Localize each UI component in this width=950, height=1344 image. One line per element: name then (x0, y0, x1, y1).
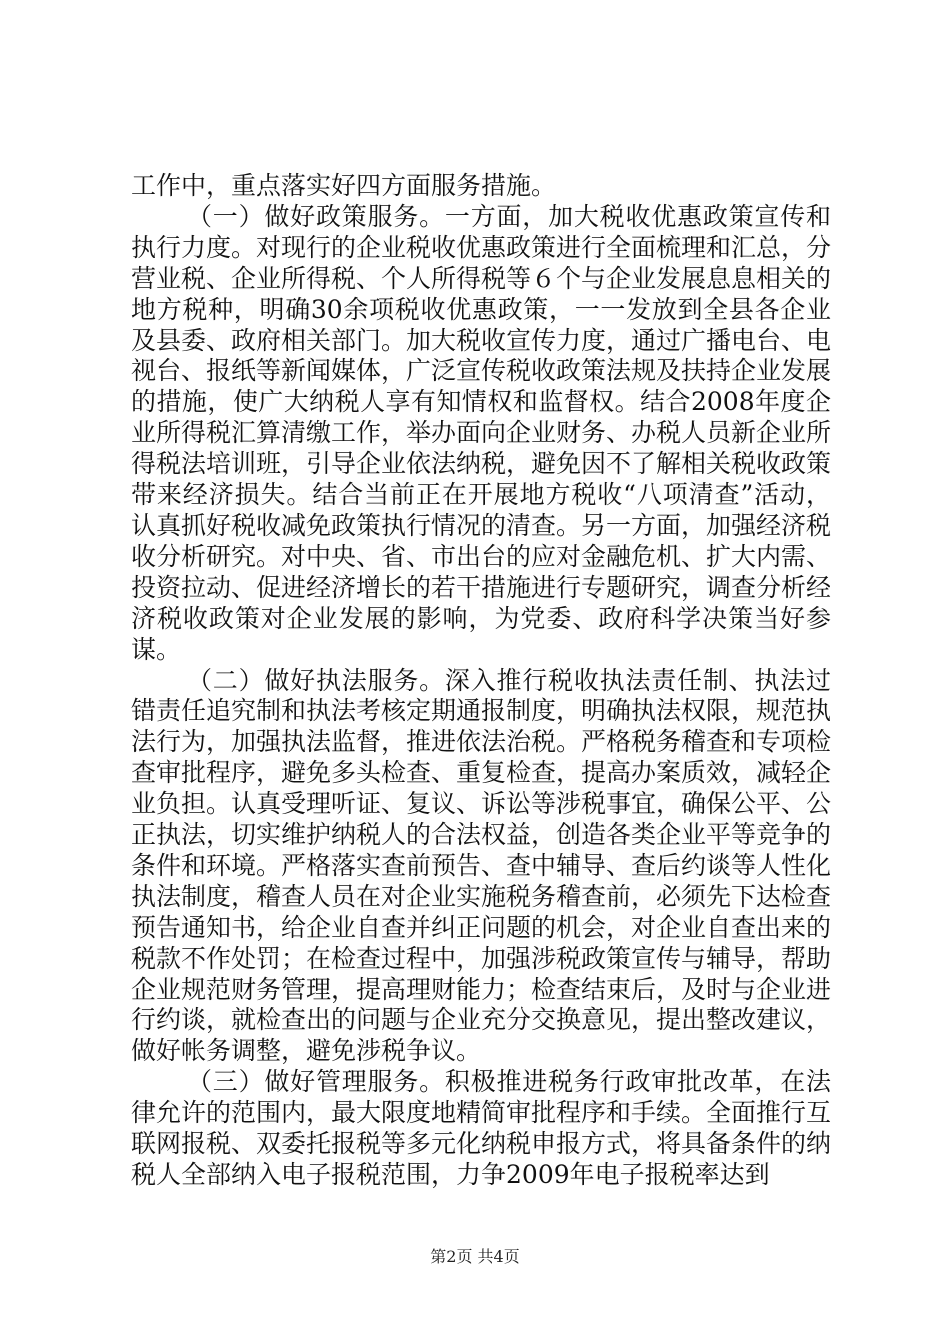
paragraph-continuation: 工作中，重点落实好四方面服务措施。 (131, 171, 557, 200)
page-footer: 第2页 共4页 (430, 1247, 520, 1266)
paragraph-policy-service: （一）做好政策服务。一方面，加大税收优惠政策宣传和执行力度。对现行的企业税收优惠政策进行全面梳理和汇总，分营业税、企业所得税、个人所得税等６个与企业发展息息相关的地方税种，明确30余项税收优惠政策，一一发放到全县各企业及县委、政府相关部门。加大税收宣传力度，通过广播电台、电视台、报纸等新闻媒体，广泛宣传税收政策法规及扶持企业发展的措施，使广大纳税人享有知情权和监督权。结合2008年度企业所得税汇算清缴工作，举办面向企业财务、办税人员新企业所得税法培训班，引导企业依法纳税，避免因不了解相关税收政策带来经济损失。结合当前正在开展地方税收“八项清查”活动，认真抓好税收减免政策执行情况的清查。另一方面，加强经济税收分析研究。对中央、省、市出台的应对金融危机、扩大内需、投资拉动、促进经济增长的若干措施进行专题研究，调查分析经济税收政策对企业发展的影响，为党委、政府科学决策当好参谋。 (131, 201, 832, 664)
paragraph-management-service: （三）做好管理服务。积极推进税务行政审批改革，在法律允许的范围内，最大限度地精简审批程序和手续。全面推行互联网报税、双委托报税等多元化纳税申报方式，将具备条件的纳税人全部纳入电子报税范围，力争2009年电子报税率达到 (131, 1067, 832, 1189)
paragraph-enforcement-service: （二）做好执法服务。深入推行税收执法责任制、执法过错责任追究制和执法考核定期通报制度，明确执法权限，规范执法行为，加强执法监督，推进依法治税。严格税务稽查和专项检查审批程序，避免多头检查、重复检查，提高办案质效，减轻企业负担。认真受理听证、复议、诉讼等涉税事宜，确保公平、公正执法，切实维护纳税人的合法权益，创造各类企业平等竞争的条件和环境。严格落实查前预告、查中辅导、查后约谈等人性化执法制度，稽查人员在对企业实施税务稽查前，必须先下达检查预告通知书，给企业自查并纠正问题的机会，对企业自查出来的税款不作处罚；在检查过程中，加强涉税政策宣传与辅导，帮助企业规范财务管理，提高理财能力；检查结束后，及时与企业进行约谈，就检查出的问题与企业充分交换意见，提出整改建议，做好帐务调整，避免涉税争议。 (131, 665, 832, 1066)
document-body (131, 171, 831, 1191)
